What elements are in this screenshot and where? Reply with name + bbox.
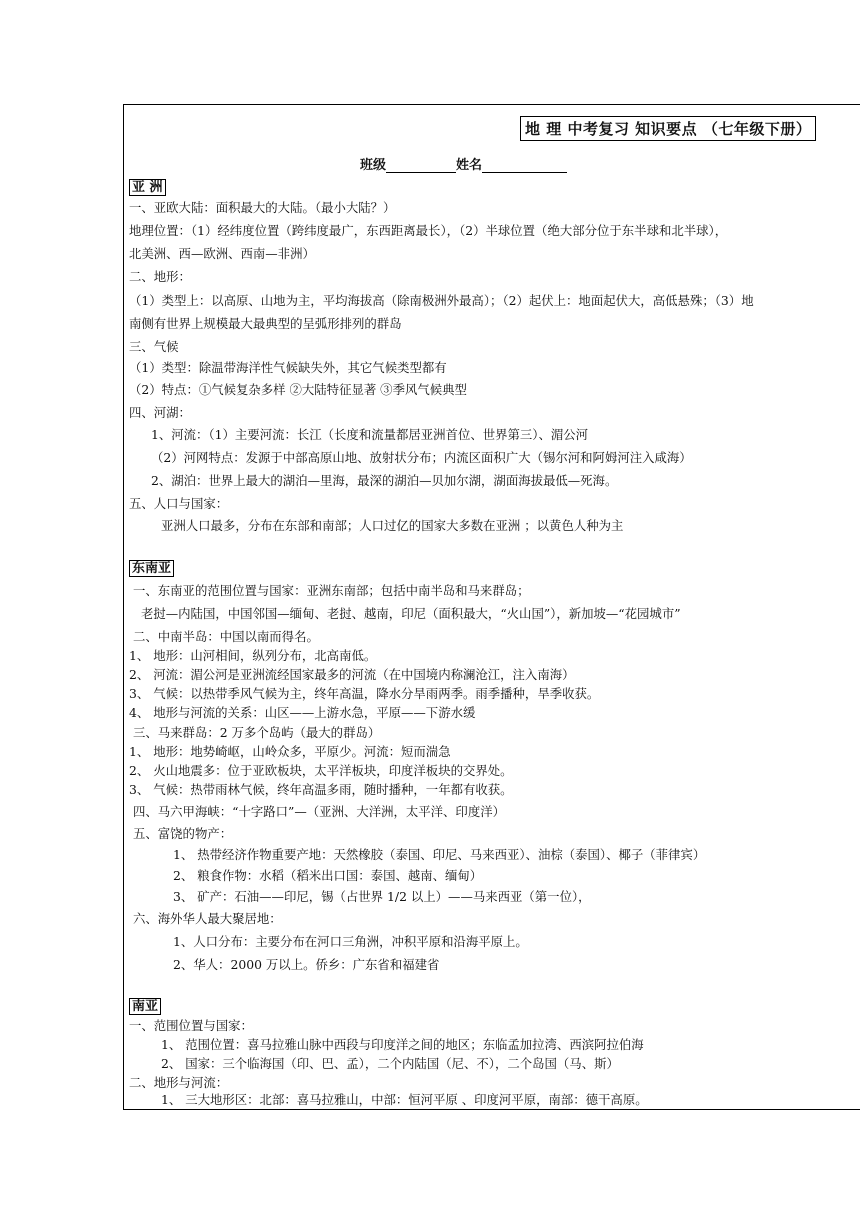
text-line: 北美洲、西—欧洲、西南—非洲） bbox=[129, 246, 315, 261]
text-line: 1、 范围位置：喜马拉雅山脉中西段与印度洋之间的地区；东临孟加拉湾、西滨阿拉伯海 bbox=[161, 1037, 644, 1052]
text-line: （1）类型上：以高原、山地为主，平均海拔高（除南极洲外最高）；（2）起伏上：地面起伏大，高低悬殊；（3）地 bbox=[129, 293, 754, 308]
text-line: 1、 三大地形区：北部：喜马拉雅山，中部：恒河平原 、印度河平原，南部：德干高原。 bbox=[161, 1092, 648, 1107]
text-line: （1）类型：除温带海洋性气候缺失外，其它气候类型都有 bbox=[129, 360, 447, 375]
name-label: 姓名 bbox=[456, 158, 483, 173]
text-line: 五、人口与国家： bbox=[129, 496, 229, 511]
text-line: 1、 地形：山河相间，纵列分布，北高南低。 bbox=[129, 648, 377, 663]
section-header-asia: 亚 洲 bbox=[129, 179, 166, 196]
class-blank[interactable] bbox=[386, 158, 456, 173]
text-line: 三、马来群岛：2 万多个岛屿（最大的群岛） bbox=[133, 725, 381, 740]
class-label: 班级 bbox=[360, 158, 387, 173]
section-header-southeast-asia: 东南亚 bbox=[129, 560, 174, 577]
text-line: 2、 国家：三个临海国（印、巴、孟），二个内陆国（尼、不），二个岛国（马、斯） bbox=[161, 1056, 619, 1071]
text-line: （2）河网特点：发源于中部高原山地、放射状分布；内流区面积广大（锡尔河和阿姆河注入咸海） bbox=[151, 450, 692, 465]
text-line: 二、地形： bbox=[129, 269, 191, 284]
text-line: 亚洲人口最多，分布在东部和南部；人口过亿的国家大多数在亚洲 ；以黄色人种为主 bbox=[161, 518, 624, 533]
text-line: 六、海外华人最大聚居地： bbox=[133, 911, 282, 926]
text-line: 3、 气候：以热带季风气候为主，终年高温，降水分旱雨两季。雨季播种，旱季收获。 bbox=[129, 686, 600, 701]
text-line: 1、河流：（1）主要河流：长江（长度和流量都居亚洲首位、世界第三）、湄公河 bbox=[151, 427, 589, 442]
text-line: 4、 地形与河流的关系：山区——上游水急，平原——下游水缓 bbox=[129, 705, 476, 720]
text-line: 2、 火山地震多：位于亚欧板块，太平洋板块，印度洋板块的交界处。 bbox=[129, 763, 513, 778]
text-line: 2、湖泊：世界上最大的湖泊—里海，最深的湖泊—贝加尔湖，湖面海拔最低—死海。 bbox=[151, 473, 618, 488]
text-line: 1、人口分布：主要分布在河口三角洲，冲积平原和沿海平原上。 bbox=[173, 934, 528, 949]
text-line: （2）特点：①气候复杂多样 ②大陆特征显著 ③季风气候典型 bbox=[129, 382, 467, 397]
text-line: 地理位置：（1）经纬度位置（跨纬度最广，东西距离最长），（2）半球位置（绝大部分位于东半球和北半球）， bbox=[129, 223, 728, 238]
text-line: 老挝—内陆国，中国邻国—缅甸、老挝、越南，印尼（面积最大，“火山国”），新加坡—“花园城市” bbox=[141, 606, 681, 621]
name-blank[interactable] bbox=[482, 158, 567, 173]
text-line: 2、华人：2000 万以上。侨乡：广东省和福建省 bbox=[173, 957, 440, 972]
text-line: 3、 矿产：石油——印尼，锡（占世界 1/2 以上）——马来西亚（第一位）， bbox=[173, 889, 591, 904]
text-line: 1、 热带经济作物重要产地：天然橡胶（泰国、印尼、马来西亚）、油棕（泰国）、椰子（菲律宾） bbox=[173, 847, 706, 862]
text-line: 一、亚欧大陆：面积最大的大陆。（最小大陆？） bbox=[129, 200, 396, 215]
class-name-fill-line bbox=[360, 154, 567, 173]
text-line: 南侧有世界上规模最大最典型的呈弧形排列的群岛 bbox=[129, 316, 402, 331]
text-line: 1、 地形：地势崎岖，山岭众多，平原少。河流：短而湍急 bbox=[129, 744, 451, 759]
page-title: 地 理 中考复习 知识要点 （七年级下册） bbox=[520, 116, 816, 141]
text-line: 三、气候 bbox=[129, 339, 179, 354]
text-line: 2、 河流：湄公河是亚洲流经国家最多的河流（在中国境内称澜沧江，注入南海） bbox=[129, 667, 575, 682]
section-header-south-asia: 南亚 bbox=[129, 998, 161, 1015]
text-line: 2、 粮食作物：水稻（稻米出口国：泰国、越南、缅甸） bbox=[173, 868, 483, 883]
text-line: 一、范围位置与国家： bbox=[129, 1018, 253, 1033]
text-line: 一、东南亚的范围位置与国家：亚洲东南部；包括中南半岛和马来群岛； bbox=[133, 583, 530, 598]
text-line: 四、河湖： bbox=[129, 405, 191, 420]
text-line: 四、马六甲海峡：“十字路口”—（亚洲、大洋洲，太平洋、印度洋） bbox=[133, 804, 505, 819]
text-line: 五、富饶的物产： bbox=[133, 826, 233, 841]
text-line: 二、中南半岛：中国以南而得名。 bbox=[133, 629, 319, 644]
text-line: 3、 气候：热带雨林气候，终年高温多雨，随时播种，一年都有收获。 bbox=[129, 782, 513, 797]
text-line: 二、地形与河流： bbox=[129, 1075, 229, 1090]
